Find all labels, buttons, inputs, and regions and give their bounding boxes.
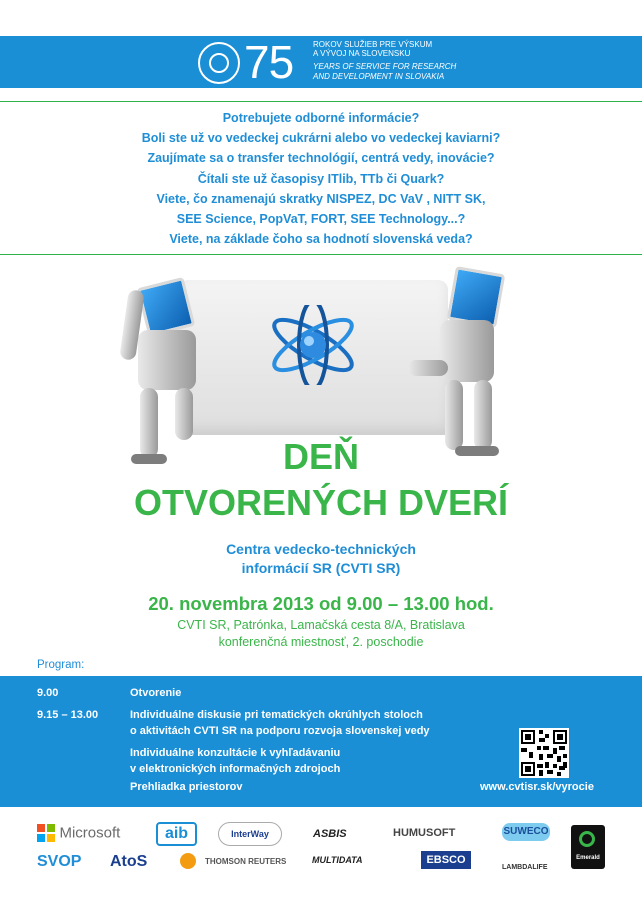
event-date: 20. novembra 2013 od 9.00 – 13.00 hod. bbox=[148, 593, 494, 614]
question-5: Viete, čo znamenajú skratky NISPEZ, DC VaV , NITT SK, bbox=[156, 191, 486, 206]
divider-middle bbox=[0, 254, 642, 255]
program-time-1: 9.00 bbox=[37, 687, 59, 699]
right-robot-arm bbox=[408, 360, 448, 376]
program-item-2-line-2: o aktivitách CVTI SR na podporu rozvoja slovenskej vedy bbox=[130, 725, 430, 737]
question-4: Čítali ste už časopisy ITlib, TTb či Quark? bbox=[197, 171, 445, 186]
cvti-logo-icon bbox=[198, 42, 240, 84]
microsoft-logo: Microsoft bbox=[37, 824, 120, 842]
program-item-4: Prehliadka priestorov bbox=[130, 781, 243, 793]
qr-code-icon[interactable] bbox=[519, 728, 569, 778]
emerald-icon bbox=[579, 831, 595, 847]
program-item-3-line-2: v elektronických informačných zdrojoch bbox=[130, 763, 341, 775]
event-subtitle bbox=[0, 540, 642, 578]
svop-logo: SVOP bbox=[37, 853, 82, 870]
windows-icon bbox=[37, 824, 55, 842]
event-address bbox=[0, 617, 642, 651]
header-line-4: AND DEVELOPMENT IN SLOVAKIA bbox=[313, 72, 445, 81]
header-line-3: YEARS OF SERVICE FOR RESEARCH bbox=[313, 62, 457, 71]
subtitle-line-2: informácií SR (CVTI SR) bbox=[241, 560, 401, 576]
question-6: SEE Science, PopVaT, FORT, SEE Technology...? bbox=[176, 212, 466, 227]
question-3: Zaujímate sa o transfer technológií, centrá vedy, inovácie? bbox=[147, 151, 495, 166]
program-item-3-line-1: Individuálne konzultácie k vyhľadávaniu bbox=[130, 747, 341, 759]
thomson-reuters-icon bbox=[180, 853, 196, 869]
right-robot-body bbox=[440, 320, 494, 382]
lambdalife-logo: LAMBDALIFE bbox=[502, 864, 548, 871]
aib-logo: aib bbox=[156, 822, 197, 846]
suweco-logo: SUWECO bbox=[502, 823, 550, 841]
questions-block bbox=[0, 108, 642, 249]
subtitle-line-1: Centra vedecko-technických bbox=[226, 541, 416, 557]
website-link[interactable]: www.cvtisr.sk/vyrocie bbox=[480, 781, 594, 793]
header-line-1: ROKOV SLUŽIEB PRE VÝSKUM bbox=[313, 40, 433, 49]
right-robot-head bbox=[447, 266, 506, 328]
address-line-1: CVTI SR, Patrónka, Lamačská cesta 8/A, Bratislava bbox=[177, 618, 465, 632]
humusoft-logo: HUMUSOFT bbox=[393, 827, 456, 839]
event-title-line-2: OTVORENÝCH DVERÍ bbox=[133, 482, 509, 523]
question-2: Boli ste už vo vedeckej cukrárni alebo vo vedeckej kaviarni? bbox=[141, 131, 501, 146]
divider-top bbox=[0, 101, 642, 102]
question-1: Potrebujete odborné informácie? bbox=[222, 111, 420, 125]
emerald-logo: Emerald bbox=[571, 825, 605, 869]
ebsco-logo: EBSCO bbox=[421, 851, 471, 869]
program-time-2: 9.15 – 13.00 bbox=[37, 709, 99, 721]
event-title-line-1: DEŇ bbox=[282, 436, 359, 477]
question-7: Viete, na základe čoho sa hodnotí slovenská veda? bbox=[169, 232, 473, 247]
thomson-reuters-logo: THOMSON REUTERS bbox=[205, 857, 287, 866]
anniversary-number: 75 bbox=[244, 36, 294, 88]
header-line-2: A VÝVOJ NA SLOVENSKU bbox=[313, 49, 411, 58]
asbis-logo: ASBIS bbox=[313, 828, 347, 840]
left-robot-leg-2 bbox=[175, 388, 193, 440]
left-robot-body bbox=[138, 330, 196, 390]
atom-icon bbox=[263, 305, 363, 385]
atos-logo: AtoS bbox=[110, 853, 148, 870]
address-line-2: konferenčná miestnosť, 2. poschodie bbox=[218, 635, 424, 649]
interway-logo: InterWay bbox=[218, 822, 282, 846]
program-item-2-line-1: Individuálne diskusie pri tematických okrúhlych stoloch bbox=[130, 709, 423, 721]
program-label: Program: bbox=[37, 659, 85, 671]
multidata-logo: MULTIDATA bbox=[312, 855, 363, 865]
program-item-1: Otvorenie bbox=[130, 687, 182, 699]
